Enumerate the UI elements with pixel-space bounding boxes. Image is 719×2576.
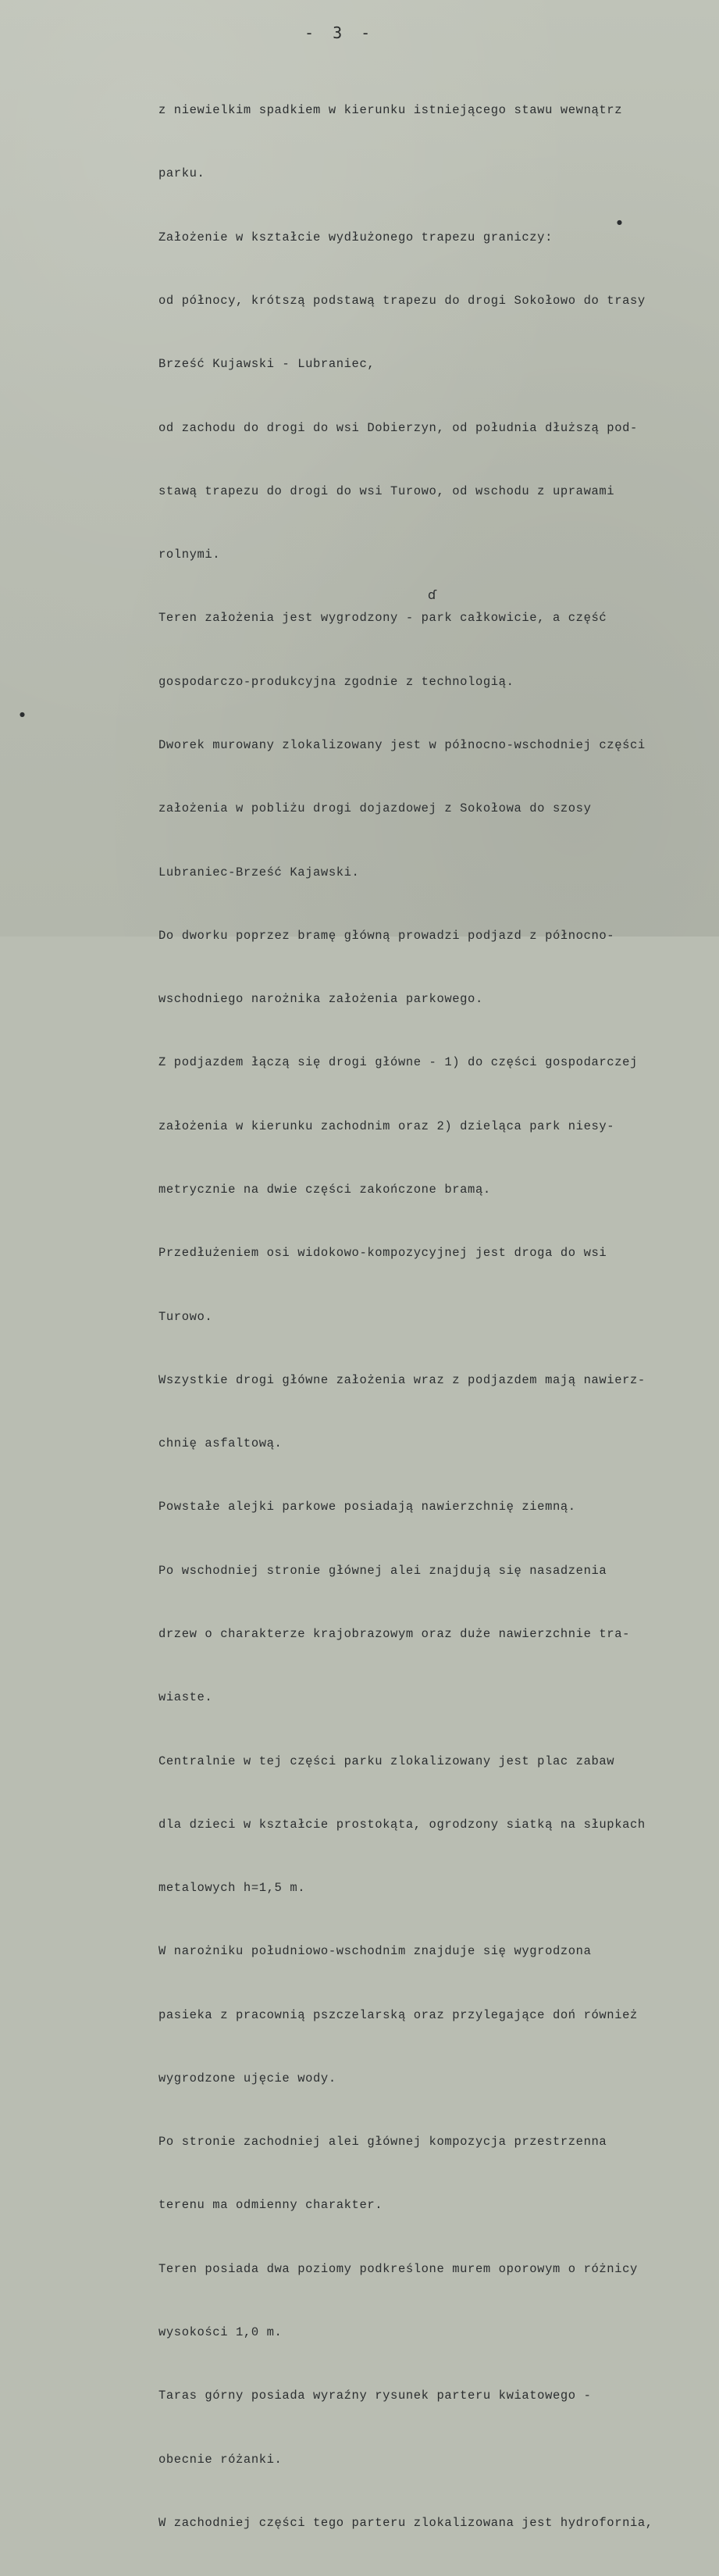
text-line: od zachodu do drogi do wsi Dobierzyn, od południa dłuższą pod- <box>158 420 638 435</box>
text-line: Centralnie w tej części parku zlokalizowany jest plac zabaw <box>158 1754 615 1768</box>
text-line: Teren założenia jest wygrodzony - park całkowicie, a część <box>158 611 607 626</box>
text-line: W narożniku południowo-wschodnim znajduje się wygrodzona <box>158 1944 592 1959</box>
handwritten-correction-mark: ɗ <box>428 587 437 602</box>
text-line: parku. <box>158 166 205 181</box>
text-line: W zachodniej części tego parteru zlokalizowana jest hydrofornia, <box>158 2515 653 2530</box>
text-line: założenia w kierunku zachodnim oraz 2) dzieląca park niesy- <box>158 1119 615 1133</box>
text-line: dla dzieci w kształcie prostokąta, ogrodzony siatką na słupkach <box>158 1817 646 1832</box>
text-line: założenia w pobliżu drogi dojazdowej z Sokołowa do szosy <box>158 801 592 816</box>
text-line: Taras górny posiada wyraźny rysunek parteru kwiatowego - <box>158 2389 592 2403</box>
text-line: od północy, krótszą podstawą trapezu do drogi Sokołowo do trasy <box>158 294 646 309</box>
page-number: - 3 - <box>304 23 376 42</box>
text-line: drzew o charakterze krajobrazowym oraz duże nawierzchnie tra- <box>158 1626 630 1641</box>
text-line: stawą trapezu do drogi do wsi Turowo, od wschodu z uprawami <box>158 483 615 498</box>
text-line: wysokości 1,0 m. <box>158 2325 283 2340</box>
text-line: Wszystkie drogi główne założenia wraz z podjazdem mają nawierz- <box>158 1372 646 1387</box>
text-line: Teren posiada dwa poziomy podkreślone murem oporowym o różnicy <box>158 2261 638 2276</box>
text-line: Przedłużeniem osi widokowo-kompozycyjnej jest droga do wsi <box>158 1246 607 1261</box>
text-line: Turowo. <box>158 1309 213 1324</box>
ink-dot: ● <box>20 711 25 718</box>
text-line: chnię asfaltową. <box>158 1436 283 1451</box>
text-line: Założenie w kształcie wydłużonego trapezu graniczy: <box>158 230 553 244</box>
text-line: Brześć Kujawski - Lubraniec, <box>158 357 376 372</box>
ink-dot: ● <box>617 219 622 226</box>
typewritten-body <box>158 58 714 2576</box>
text-line: Dworek murowany zlokalizowany jest w północno-wschodniej części <box>158 738 646 752</box>
text-line: gospodarczo-produkcyjna zgodnie z technologią. <box>158 674 514 689</box>
text-line: Po wschodniej stronie głównej alei znajdują się nasadzenia <box>158 1563 607 1578</box>
text-line: Z podjazdem łączą się drogi główne - 1) do części gospodarczej <box>158 1055 638 1070</box>
text-line: z niewielkim spadkiem w kierunku istniejącego stawu wewnątrz <box>158 103 623 118</box>
text-line: pasieka z pracownią pszczelarską oraz przylegające doń również <box>158 2007 638 2022</box>
text-line: metrycznie na dwie części zakończone bramą. <box>158 1182 491 1197</box>
text-line: rolnymi. <box>158 548 221 562</box>
text-line: terenu ma odmienny charakter. <box>158 2198 383 2213</box>
text-line: wschodniego narożnika założenia parkowego. <box>158 992 483 1007</box>
text-line: wiaste. <box>158 1690 213 1705</box>
text-line: wygrodzone ujęcie wody. <box>158 2071 336 2085</box>
text-line: Po stronie zachodniej alei głównej kompozycja przestrzenna <box>158 2135 607 2150</box>
text-line: obecnie różanki. <box>158 2452 283 2467</box>
text-line: Lubraniec-Brześć Kajawski. <box>158 865 360 879</box>
text-line: Powstałe alejki parkowe posiadają nawierzchnię ziemną. <box>158 1500 576 1515</box>
text-line: Do dworku poprzez bramę główną prowadzi podjazd z północno- <box>158 928 615 943</box>
text-line: metalowych h=1,5 m. <box>158 1881 306 1896</box>
